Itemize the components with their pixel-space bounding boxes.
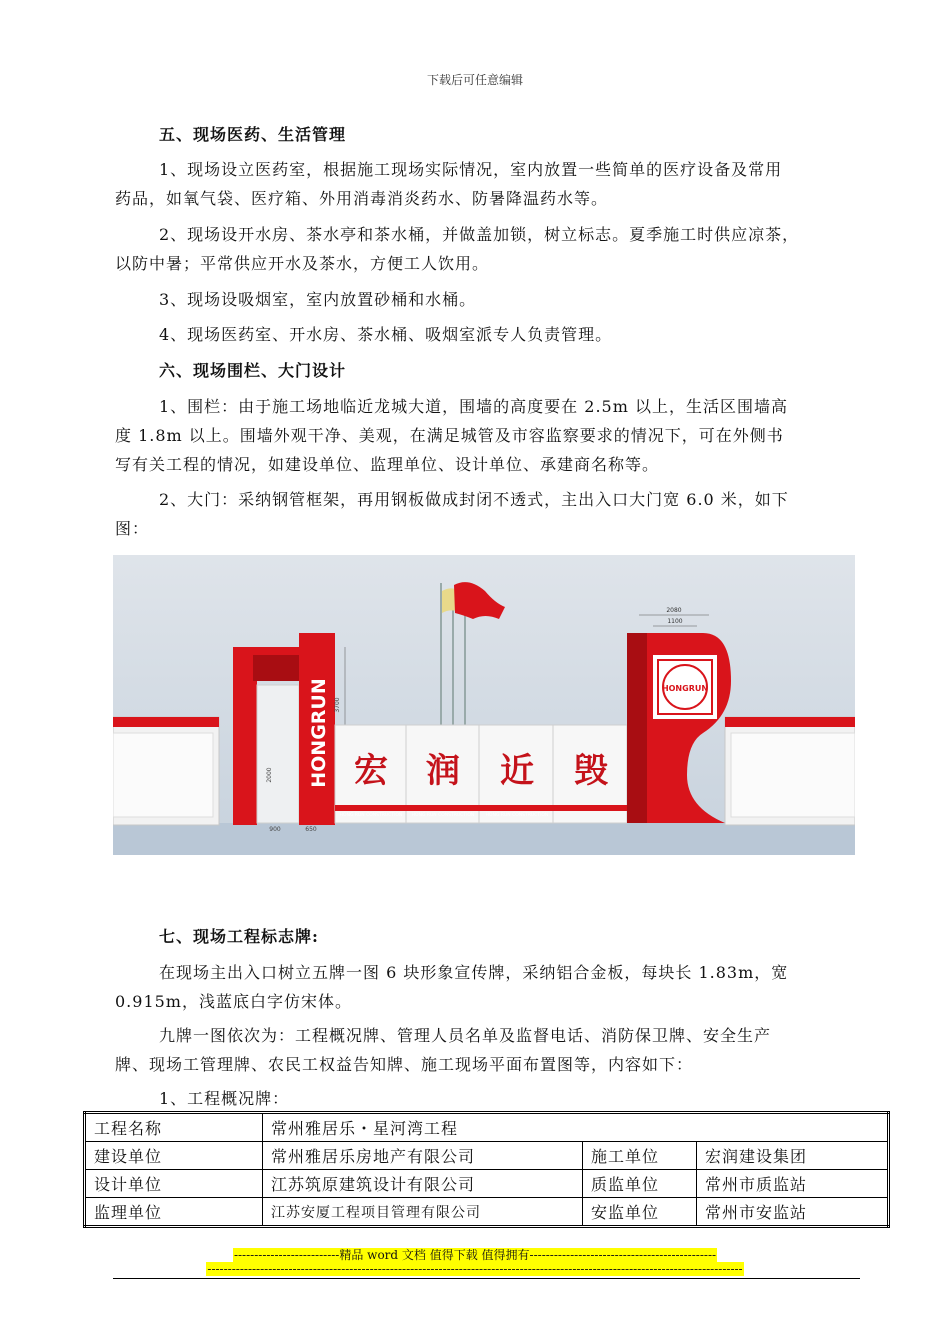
- table-cell: 安监单位: [583, 1198, 697, 1227]
- banner-char-1: 宏: [354, 751, 388, 791]
- section7-para2-line2: 牌、现场工管理牌、农民工权益告知牌、施工现场平面布置图等，内容如下：: [115, 1055, 694, 1074]
- section7-para1-line2: 0.915m，浅蓝底白字仿宋体。: [115, 992, 352, 1011]
- dim-top-outer: 2080: [666, 607, 682, 614]
- logo-text: HONGRUN: [661, 684, 709, 693]
- table-cell: 建设单位: [85, 1142, 263, 1170]
- section7-para1-line1: 在现场主出入口树立五牌一图 6 块形象宣传牌，采纳铝合金板，每块长 1.83m，宽: [159, 963, 789, 982]
- section5-item2-line2: 以防中暑；平常供应开水及茶水，方便工人饮用。: [115, 254, 490, 273]
- section6-item2-line2: 图：: [115, 519, 150, 538]
- pillar-brand-text: HONGRUN: [308, 678, 330, 788]
- table-row: [85, 1142, 889, 1170]
- section5-item1-line1: 1、现场设立医药室，根据施工现场实际情况，室内放置一些简单的医疗设备及常用: [159, 160, 783, 179]
- section6-item2-line1: 2、大门：采纳钢管框架，再用钢板做成封闭不透式，主出入口大门宽 6.0 米，如下: [159, 490, 789, 509]
- dim-door-height: 2000: [266, 767, 273, 783]
- section5-item3: 3、现场设吸烟室，室内放置砂桶和水桶。: [159, 290, 477, 309]
- footer-banner-text-2: ------------------------------------------------------------------------------------------------------------------------------------: [207, 1262, 743, 1276]
- table-cell: 质监单位: [583, 1170, 697, 1198]
- dim-bottom-b: 650: [305, 826, 317, 833]
- table-cell: 工程名称: [85, 1113, 263, 1142]
- strip-text-3: HONG RUN CONSTRUCTION: [485, 813, 549, 818]
- header-note: 下载后可任意编辑: [426, 73, 523, 87]
- project-info-table: [83, 1111, 890, 1228]
- table-cell: 常州市安监站: [697, 1198, 889, 1227]
- table-cell: 设计单位: [85, 1170, 263, 1198]
- dim-left-height: 3700: [334, 697, 341, 713]
- table-cell: 江苏筑原建筑设计有限公司: [263, 1170, 583, 1198]
- section5-title: 五、现场医药、生活管理: [159, 125, 347, 144]
- gate-illustration: [113, 555, 855, 855]
- banner-char-3: 近: [500, 751, 534, 791]
- table-row: [85, 1170, 889, 1198]
- table-row: [85, 1113, 889, 1142]
- strip-text-1: HONG RUN CONSTRUCTION: [339, 813, 403, 818]
- section7-para2-line1: 九牌一图依次为：工程概况牌、管理人员名单及监督电话、消防保卫牌、安全生产: [159, 1026, 772, 1045]
- table-cell: 常州市质监站: [697, 1170, 889, 1198]
- banner-char-2: 润: [426, 751, 460, 791]
- table-cell: 宏润建设集团: [697, 1142, 889, 1170]
- gate-drawing: [113, 555, 855, 855]
- footer-banner-2: [0, 1262, 950, 1276]
- table-cell: 江苏安厦工程项目管理有限公司: [263, 1198, 583, 1227]
- table-cell: 监理单位: [85, 1198, 263, 1227]
- dim-top-inner: 1100: [667, 618, 683, 625]
- section5-item2-line1: 2、现场设开水房、茶水亭和茶水桶，并做盖加锁，树立标志。夏季施工时供应凉茶，: [159, 225, 800, 244]
- section7-item1: 1、工程概况牌：: [159, 1089, 290, 1108]
- banner-char-4: 毁: [574, 751, 608, 791]
- footer-banner-1: [0, 1246, 950, 1263]
- strip-text-2: HONG RUN CONSTRUCTION: [411, 813, 475, 818]
- section6-item1-line2: 度 1.8m 以上。围墙外观干净、美观，在满足城管及市容监察要求的情况下，可在外侧书: [115, 426, 784, 445]
- section7-title: 七、现场工程标志牌:: [159, 927, 319, 946]
- table-row: [85, 1198, 889, 1227]
- footer-banner-text-1: --------------------------精品 word 文档 值得下载 值得拥有----------------------------------------------: [233, 1248, 717, 1262]
- dim-bottom-a: 900: [269, 826, 281, 833]
- table-cell: 施工单位: [583, 1142, 697, 1170]
- section6-item1-line1: 1、围栏：由于施工场地临近龙城大道，围墙的高度要在 2.5m 以上，生活区围墙高: [159, 397, 788, 416]
- bottom-rule: [113, 1278, 860, 1279]
- section6-title: 六、现场围栏、大门设计: [159, 361, 347, 380]
- section5-item1-line2: 药品，如氧气袋、医疗箱、外用消毒消炎药水、防暑降温药水等。: [115, 189, 609, 208]
- section6-item1-line3: 写有关工程的情况，如建设单位、监理单位、设计单位、承建商名称等。: [115, 455, 660, 474]
- section5-item4: 4、现场医药室、开水房、茶水桶、吸烟室派专人负责管理。: [159, 325, 613, 344]
- table-cell: 常州雅居乐・星河湾工程: [263, 1113, 889, 1142]
- table-cell: 常州雅居乐房地产有限公司: [263, 1142, 583, 1170]
